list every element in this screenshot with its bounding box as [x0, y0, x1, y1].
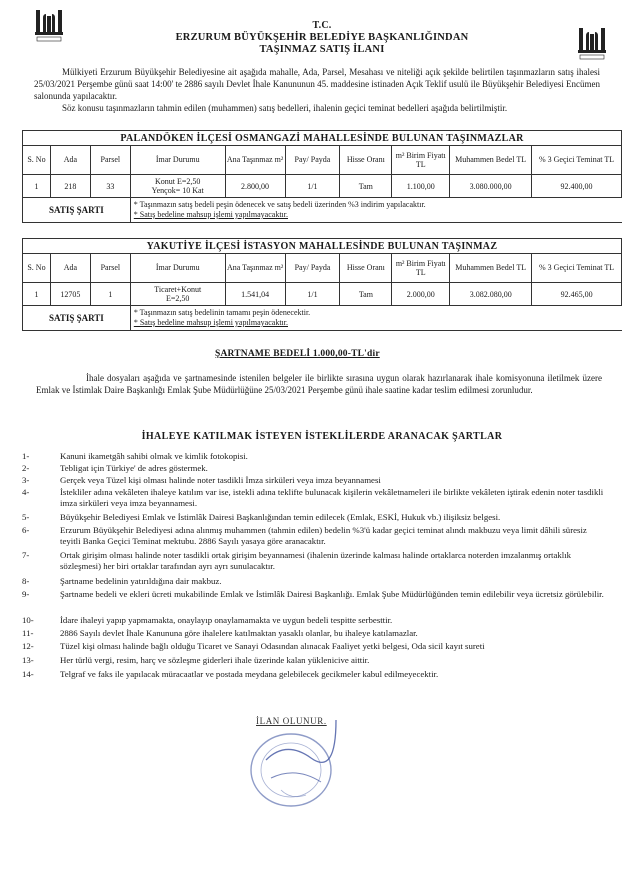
sale-condition-2: * Satış bedeline mahsup işlemi yapılmayacaktır. — [133, 210, 288, 219]
col-header-sno: S. No — [23, 254, 51, 283]
cell-imar-line1: Konut E=2,50 — [154, 177, 201, 186]
cell-imar-line2: Yençok= 10 Kat — [151, 186, 204, 195]
col-header-parsel: Parsel — [90, 146, 130, 175]
list-item-text: Tebligat için Türkiye' de adres göstermek. — [60, 463, 208, 473]
list-item-text: Her türlü vergi, resim, harç ve sözleşme giderleri ihale üzerinde kalan yüklenicive aittir. — [60, 655, 370, 665]
list-item-number: 10- — [22, 615, 34, 625]
table-header-row — [23, 254, 622, 283]
col-header-pay: Pay/ Payda — [285, 254, 340, 283]
list-item-number: 9- — [22, 589, 30, 599]
cell-imar-line2: E=2,50 — [166, 294, 190, 303]
cell-imar — [130, 283, 225, 306]
requirements-title: İHALEYE KATILMAK İSTEYEN İSTEKLİLERDE ARANACAK ŞARTLAR — [141, 431, 503, 442]
property-table-yakutiye — [22, 238, 622, 331]
col-header-hisse: Hisse Oranı — [340, 254, 392, 283]
list-item-number: 4- — [22, 487, 30, 497]
list-item-number: 6- — [22, 525, 30, 535]
list-item-number: 5- — [22, 512, 30, 522]
list-item-text: Şartname bedeli ve ekleri ücreti mukabilinde Emlak ve İstimlâk Dairesi Başkanlığı. Emlak Şube Müdürlüğünden temin edilebilir veya ücretsiz görülebilir. — [60, 589, 604, 599]
cell-muhammen: 3.080.000,00 — [450, 175, 532, 198]
header-institution: ERZURUM BÜYÜKŞEHİR BELEDİYE BAŞKANLIĞINDAN — [175, 32, 469, 43]
cell-hisse: Tam — [340, 175, 392, 198]
cell-imar — [130, 175, 225, 198]
cell-ana: 2.800,00 — [225, 175, 285, 198]
cell-sno: 1 — [23, 175, 51, 198]
col-header-ana: Ana Taşınmaz m² — [225, 146, 285, 175]
list-item-text: Tüzel kişi olması halinde bağlı olduğu Ticaret ve Sanayi Odasından alınacak Faaliyet yetki belgesi, Oda sicil kayıt sureti — [60, 641, 485, 651]
list-item-number: 14- — [22, 669, 34, 679]
table-row — [23, 283, 622, 306]
list-item-text: Büyükşehir Belediyesi Emlak ve İstimlâk Dairesi Başkanlığından temin edilecek (Emlak, ESKİ, Hukuk vb.) ilişiksiz belgesi. — [60, 512, 501, 522]
col-header-ada: Ada — [50, 146, 90, 175]
col-header-imar: İmar Durumu — [130, 254, 225, 283]
sale-condition-text — [130, 198, 621, 223]
closing-statement: İLAN OLUNUR. — [256, 716, 327, 726]
cell-teminat: 92.465,00 — [532, 283, 622, 306]
list-item-text: Gerçek veya Tüzel kişi olması halinde noter tasdikli İmza sirküleri veya imza beyannamesi — [60, 475, 381, 485]
sale-condition-text — [130, 306, 621, 331]
sale-condition-1: * Taşınmazın satış bedelinin tamamı peşin ödenecektir. — [133, 308, 311, 317]
sale-condition-label: SATIŞ ŞARTI — [23, 306, 131, 331]
col-header-ana: Ana Taşınmaz m² — [225, 254, 285, 283]
cell-teminat: 92.400,00 — [532, 175, 622, 198]
col-header-birim: m² Birim Fiyatı TL — [392, 254, 450, 283]
list-item-text: Erzurum Büyükşehir Belediyesi adına alınmış muhammen (tahmin edilen) bedelin %3'ü kadar geçici teminat alındı makbuzu veya limit dâhili süresiz teyitli Banka Geçici Teminat mektubu. 2886 Sayılı yasaya göre aranacaktır. — [60, 525, 587, 546]
sale-condition-row — [23, 198, 622, 223]
list-item-text: Telgraf ve faks ile yapılacak müracaatlar ve postada meydana gelebilecek gecikmeler kabul edilmeyecektir. — [60, 669, 439, 679]
tender-submission-paragraph: İhale dosyaları aşağıda ve şartnamesinde istenilen belgeler ile birlikte sırasına uygun olarak hazırlanarak ihale komisyonuna iletilmek üzere Emlak ve İstimlak Daire Başkanlığı Emlak Şube Müdürlüğüne 25/03/2021 Perşembe günü ihale saatine kadar teslim edilmesi zorunludur. — [36, 373, 602, 395]
col-header-sno: S. No — [23, 146, 51, 175]
cell-ada: 218 — [50, 175, 90, 198]
sale-condition-2: * Satış bedeline mahsup işlemi yapılmayacaktır. — [133, 318, 288, 327]
cell-ada: 12705 — [50, 283, 90, 306]
sale-condition-row — [23, 306, 622, 331]
list-item-number: 11- — [22, 628, 34, 638]
cell-birim: 1.100,00 — [392, 175, 450, 198]
list-item-number: 2- — [22, 463, 30, 473]
col-header-hisse: Hisse Oranı — [340, 146, 392, 175]
list-item-number: 8- — [22, 576, 30, 586]
col-header-teminat: % 3 Geçici Teminat TL — [532, 146, 622, 175]
specification-fee: ŞARTNAME BEDELİ 1.000,00-TL'dir — [215, 349, 380, 359]
table-row — [23, 175, 622, 198]
list-item-number: 12- — [22, 641, 34, 651]
cell-sno: 1 — [23, 283, 51, 306]
header-tc: T.C. — [312, 20, 332, 31]
list-item-number: 13- — [22, 655, 34, 665]
cell-parsel: 1 — [90, 283, 130, 306]
list-item-text: Kanuni ikametgâh sahibi olmak ve kimlik fotokopisi. — [60, 451, 248, 461]
cell-imar-line1: Ticaret+Konut — [154, 285, 202, 294]
col-header-muhammen: Muhammen Bedel TL — [450, 254, 532, 283]
list-item-text: 2886 Sayılı devlet İhale Kanununa göre ihalelere katılmaktan yasaklı olanlar, bu ihaleye katılamazlar. — [60, 628, 418, 638]
list-item-text: Şartname bedelinin yatırıldığına dair makbuz. — [60, 576, 222, 586]
list-item-text: Ortak girişim olması halinde noter tasdikli ortak girişim beyannamesi (ihalenin üzerinde kalması halinde ortaklarca noterden imzalanmış ortaklık sözleşmesi) her biri ortaklar tarafından ayrı ayrı sunulacaktır. — [60, 550, 572, 571]
list-item-number: 1- — [22, 451, 30, 461]
cell-parsel: 33 — [90, 175, 130, 198]
intro-paragraph-1: Mülkiyeti Erzurum Büyükşehir Belediyesine ait aşağıda mahalle, Ada, Parsel, Mesahası ve niteliği açık şekilde belirtilen taşınmazların satış ihalesi 25/03/2021 Perşembe günü saat 14:00' te 2886 sayılı Devlet İhale Kanununun 45. maddesine istinaden Açık Teklif usulü ile Büyükşehir Belediyesi Encümen salonunda yapılacaktır. — [34, 67, 600, 101]
col-header-birim: m² Birim Fiyatı TL — [392, 146, 450, 175]
cell-muhammen: 3.082.080,00 — [450, 283, 532, 306]
cell-hisse: Tam — [340, 283, 392, 306]
col-header-pay: Pay/ Payda — [285, 146, 340, 175]
cell-pay: 1/1 — [285, 175, 340, 198]
header-announcement-title: TAŞINMAZ SATIŞ İLANI — [259, 44, 385, 55]
col-header-muhammen: Muhammen Bedel TL — [450, 146, 532, 175]
sale-condition-1: * Taşınmazın satış bedeli peşin ödenecek ve satış bedeli üzerinden %3 indirim yapılacaktır. — [133, 200, 426, 209]
list-item-text: İdare ihaleyi yapıp yapmamakta, onaylayıp onaylamamakta ve uygun bedeli tespitte serbesttir. — [60, 615, 393, 625]
list-item-text: İstekliler adına vekâleten ihaleye katılım var ise, istekli adına teklifte bulunacak kişilerin vekâletnameleri ile birlikte vekâleten iştirak edenin noter tasdikli imza sirküleri veya imza beyannamesi. — [60, 487, 604, 508]
col-header-imar: İmar Durumu — [130, 146, 225, 175]
table-header-row — [23, 146, 622, 175]
cell-ana: 1.541,04 — [225, 283, 285, 306]
intro-paragraph-2: Söz konusu taşınmazların tahmin edilen (muhammen) satış bedelleri, ihalenin geçici teminat bedelleri aşağıda belirtilmiştir. — [62, 103, 508, 113]
table-title: YAKUTİYE İLÇESİ İSTASYON MAHALLESİNDE BULUNAN TAŞINMAZ — [23, 239, 622, 254]
sale-condition-label: SATIŞ ŞARTI — [23, 198, 131, 223]
col-header-ada: Ada — [50, 254, 90, 283]
list-item-number: 3- — [22, 475, 30, 485]
table-title: PALANDÖKEN İLÇESİ OSMANGAZİ MAHALLESİNDE BULUNAN TAŞINMAZLAR — [23, 131, 622, 146]
col-header-parsel: Parsel — [90, 254, 130, 283]
cell-birim: 2.000,00 — [392, 283, 450, 306]
list-item-number: 7- — [22, 550, 30, 560]
col-header-teminat: % 3 Geçici Teminat TL — [532, 254, 622, 283]
property-table-palandoken — [22, 130, 622, 223]
cell-pay: 1/1 — [285, 283, 340, 306]
